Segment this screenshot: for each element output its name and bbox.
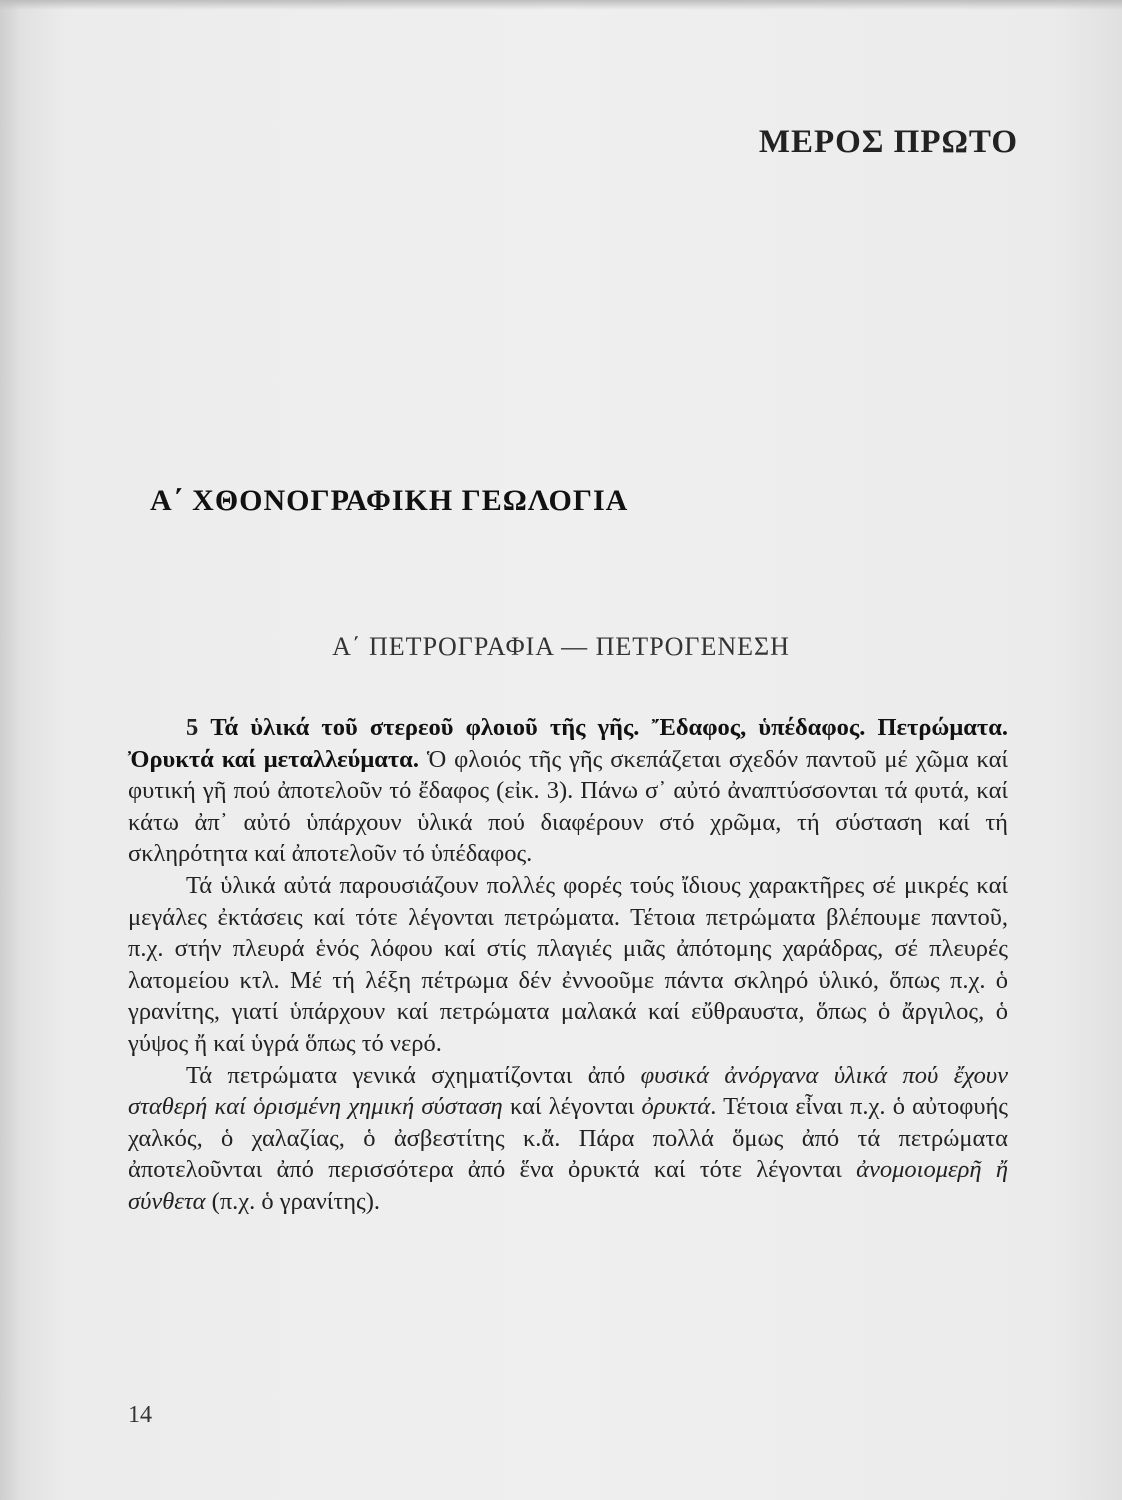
part-title: ΜΕΡΟΣ ΠΡΩΤΟ — [758, 124, 1018, 160]
section-number: 5 — [186, 714, 199, 741]
section-title: Τά ὑλικά τοῦ στερεοῦ φλοιοῦ τῆς γῆς. Ἔδαφος, ὑπέδαφος. Πετρώματα. Ὀρυκτά καί μεταλλεύματα. — [128, 714, 1008, 773]
page-number: 14 — [128, 1402, 152, 1428]
section-heading: Α΄ ΠΕΤΡΟΓΡΑΦΙΑ — ΠΕΤΡΟΓΕΝΕΣΗ — [332, 632, 790, 661]
binding-shadow — [0, 0, 20, 1500]
paragraph-3-text-d: (π.χ. ὁ γρανίτης). — [211, 1187, 381, 1215]
italic-term-minerals-definition: φυσικά ἀνόργανα ὑλικά πού ἔχουν σταθερή καί ὁρισμένη χημική σύσταση — [128, 1061, 1008, 1121]
paragraph-2: Τά ὑλικά αὐτά παρουσιάζουν πολλές φορές τούς ἴδιους χαρακτῆρες σέ μικρές καί μεγάλες ἐκτάσεις καί τότε λέγονται πετρώματα. Τέτοια πετρώματα βλέπουμε παντοῦ, π.χ. στήν πλευρά ἑνός λόφου καί στίς πλαγιές μιᾶς ἀπότομης χαράδρας, σέ πλευρές λατομείου κτλ. Μέ τή λέξη πέτρωμα δέν ἐννοοῦμε πάντα σκληρό ὑλικό, ὅπως π.χ. ὁ γρανίτης, γιατί ὑπάρχουν καί πετρώματα μαλακά καί εὔθραυστα, ὅπως ὁ ἄργιλος, ὁ γύψος ἤ καί ὑγρά ὅπως τό νερό. — [128, 871, 1008, 1057]
paragraph-1-text: Ὁ φλοιός τῆς γῆς σκεπάζεται σχεδόν παντοῦ μέ χῶμα καί φυτική γῆ πού ἀποτελοῦν τό ἔδαφος (εἰκ. 3). Πάνω σ᾿ αὐτό ἀναπτύσσονται τά φυτά, καί κάτω ἀπ᾿ αὐτό ὑπάρχουν ὑλικά πού διαφέρουν στό χρῶμα, τή σύσταση καί τή σκληρότητα καί ἀποτελοῦν τό ὑπέδαφος. — [128, 745, 1009, 868]
paragraph-3-text-c: . Τέτοια εἶναι π.χ. ὁ αὐτοφυής χαλκός, ὁ χαλαζίας, ὁ ἀσβεστίτης κ.ἄ. Πάρα πολλά ὅμως ἀπό τά πετρώματα ἀποτελοῦνται ἀπό περισσότερα ἀπό ἕνα ὀρυκτά καί τότε λέγονται — [128, 1093, 1009, 1184]
top-edge-shadow — [0, 0, 1122, 10]
italic-term-minerals: ὀρυκτά — [641, 1093, 711, 1121]
italic-term-composite: ἀνομοιομερῆ ἤ σύνθετα — [128, 1156, 1009, 1215]
paragraph-3 — [128, 1060, 1008, 1218]
paragraph-3-text-b: καί λέγονται — [509, 1093, 635, 1121]
paragraph-1 — [128, 712, 1008, 870]
chapter-heading: Α΄ ΧΘΟΝΟΓΡΑΦΙΚΗ ΓΕΩΛΟΓΙΑ — [150, 484, 629, 517]
body-text — [128, 712, 1008, 1218]
paragraph-3-text-a: Τά πετρώματα γενικά σχηματίζονται ἀπό — [186, 1061, 626, 1089]
